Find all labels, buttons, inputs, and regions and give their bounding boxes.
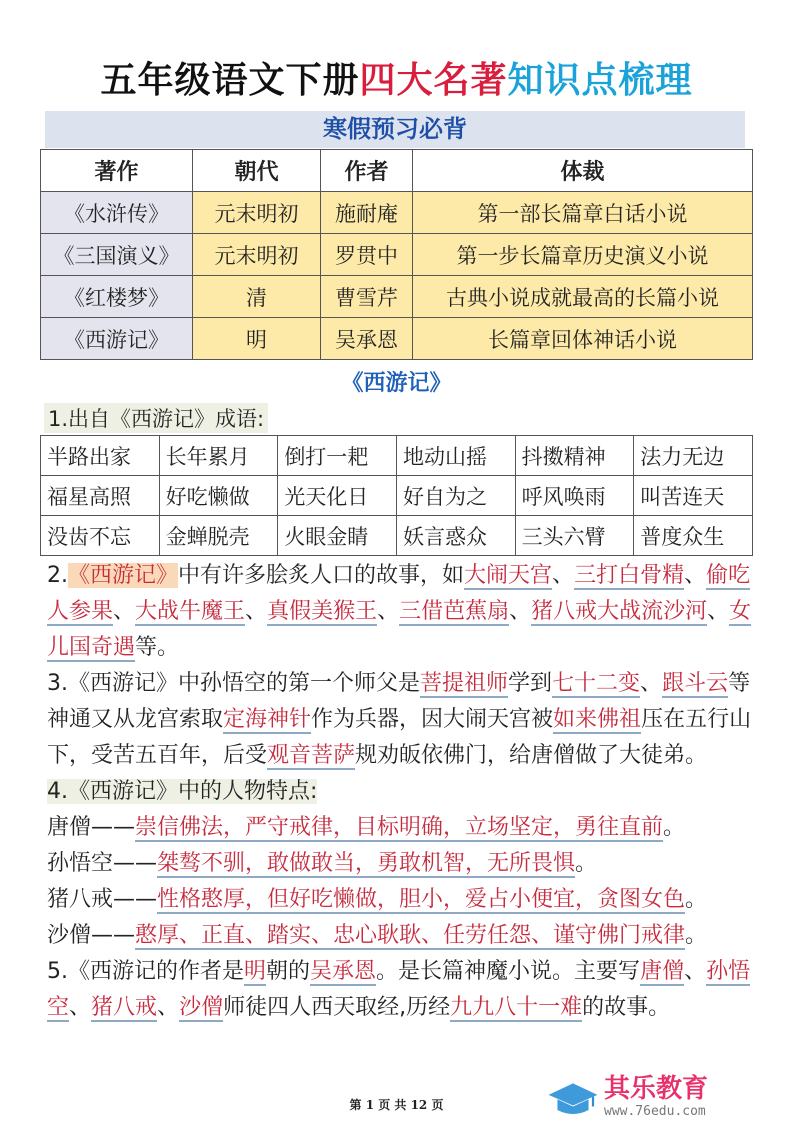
text-segment: 等神通又从龙宫索取 — [47, 671, 751, 732]
idiom-table — [40, 435, 753, 556]
author-cell: 施耐庵 — [321, 192, 413, 234]
watermark-url: www.76edu.com — [604, 1104, 706, 1119]
text-segment: 、 — [69, 995, 92, 1020]
text-segment: 中有许多脍炙人口的故事，如 — [178, 563, 465, 588]
text-segment: 压在五行山下，受苦五百年，后受 — [47, 707, 752, 768]
table-row — [41, 318, 753, 360]
highlighted-keyword: 沙僧 — [179, 995, 224, 1020]
text-segment: 。 — [685, 923, 708, 948]
text-segment: 5.《西游记的作者是 — [47, 959, 244, 984]
text-segment: 。 — [575, 851, 598, 876]
header-cell: 作者 — [321, 150, 413, 192]
title-part-3: 知识点梳理 — [507, 60, 693, 101]
idiom-cell: 地动山摇 — [396, 436, 515, 476]
highlighted-keyword: 七十二变 — [552, 671, 641, 696]
graduation-cap-icon — [548, 1078, 598, 1118]
text-segment: 、 — [113, 599, 136, 624]
title-part-2: 四大名著 — [359, 60, 508, 101]
genre-cell: 第一部长篇章白话小说 — [413, 192, 753, 234]
idiom-cell: 光天化日 — [278, 476, 397, 516]
watermark-logo-text: 其乐教育 — [604, 1074, 709, 1104]
text-segment: 、 — [377, 599, 400, 624]
highlighted-keyword: 三打白骨精 — [574, 563, 685, 588]
text-segment: 、 — [707, 599, 730, 624]
text-segment: 。是长篇神魔小说。主要写 — [376, 959, 641, 984]
paragraph — [47, 666, 757, 774]
book-title-cell: 《西游记》 — [41, 318, 193, 360]
text-segment: 朝的 — [266, 959, 311, 984]
text-segment: 沙僧—— — [47, 923, 136, 948]
idiom-cell: 法力无边 — [634, 436, 753, 476]
text-segment: 规劝皈依佛门，给唐僧做了大徒弟。 — [355, 743, 708, 768]
highlighted-keyword: 女儿国奇遇 — [47, 599, 752, 660]
text-segment: 孙悟空—— — [47, 851, 158, 876]
highlighted-keyword: 猪八戒大战流沙河 — [531, 599, 708, 624]
table-header-row — [41, 150, 753, 192]
text-segment: 作为兵器，因大闹天宫被 — [311, 707, 554, 732]
idiom-cell: 妖言惑众 — [396, 516, 515, 556]
text-segment: 3.《西游记》中孙悟空的第一个师父是 — [47, 671, 420, 696]
paragraph — [47, 774, 757, 810]
text-segment: 、 — [684, 959, 707, 984]
idiom-cell: 半路出家 — [41, 436, 160, 476]
idiom-cell: 普度众生 — [634, 516, 753, 556]
highlighted-keyword: 崇信佛法，严守戒律，目标明确，立场坚定，勇往直前 — [135, 815, 664, 840]
text-segment: 2. — [47, 563, 68, 588]
idiom-cell: 火眼金睛 — [278, 516, 397, 556]
author-cell: 罗贯中 — [321, 234, 413, 276]
header-cell: 体裁 — [413, 150, 753, 192]
book-title-cell: 《红楼梦》 — [41, 276, 193, 318]
dynasty-cell: 明 — [193, 318, 321, 360]
table-row — [41, 234, 753, 276]
highlighted-keyword: 性格憨厚，但好吃懒做，胆小，爱占小便宜，贪图女色 — [157, 887, 686, 912]
author-cell: 吴承恩 — [321, 318, 413, 360]
highlighted-keyword: 真假美猴王 — [267, 599, 378, 624]
highlighted-keyword: 憨厚、正直、踏实、忠心耿耿、任劳任怨、谨守佛门戒律 — [135, 923, 686, 948]
header-cell: 著作 — [41, 150, 193, 192]
genre-cell: 长篇章回体神话小说 — [413, 318, 753, 360]
text-segment: 学到 — [508, 671, 553, 696]
subtitle-banner: 寒假预习必背 — [45, 111, 745, 148]
idiom-cell: 没齿不忘 — [41, 516, 160, 556]
notes-paragraphs — [47, 558, 757, 1026]
text-segment: 。 — [663, 815, 686, 840]
table-row — [41, 192, 753, 234]
text-segment: 、 — [552, 563, 575, 588]
idiom-row — [41, 516, 753, 556]
title-part-1: 五年级语文下册 — [100, 60, 360, 101]
section-title: 《西游记》 — [341, 371, 452, 396]
highlighted-keyword: 明 — [244, 959, 267, 984]
page-title — [0, 52, 793, 103]
idiom-cell: 好吃懒做 — [159, 476, 278, 516]
text-segment: 。 — [685, 887, 708, 912]
text-segment: 、 — [157, 995, 180, 1020]
dynasty-cell: 元末明初 — [193, 192, 321, 234]
genre-cell: 古典小说成就最高的长篇小说 — [413, 276, 753, 318]
highlighted-keyword: 猪八戒 — [91, 995, 158, 1020]
text-segment: 、 — [684, 563, 707, 588]
paragraph — [47, 882, 757, 918]
paragraph — [47, 810, 757, 846]
highlighted-keyword: 大闹天宫 — [464, 563, 553, 588]
highlighted-keyword: 如来佛祖 — [553, 707, 642, 732]
text-segment: 唐僧—— — [47, 815, 136, 840]
highlighted-keyword: 九九八十一难 — [450, 995, 583, 1020]
text-segment: 、 — [245, 599, 268, 624]
highlighted-keyword: 桀骜不驯，敢做敢当，勇敢机智，无所畏惧 — [157, 851, 576, 876]
idiom-cell: 福星高照 — [41, 476, 160, 516]
highlighted-keyword: 观音菩萨 — [267, 743, 356, 768]
paragraph — [47, 558, 757, 666]
idiom-cell: 三头六臂 — [515, 516, 634, 556]
idiom-cell: 长年累月 — [159, 436, 278, 476]
classics-table — [40, 149, 753, 360]
page-footer: 第 1 页 共 12 页 — [349, 1098, 444, 1112]
idiom-cell: 好自为之 — [396, 476, 515, 516]
text-segment: 的故事。 — [582, 995, 671, 1020]
highlighted-keyword: 吴承恩 — [310, 959, 377, 984]
book-title-cell: 《水浒传》 — [41, 192, 193, 234]
idiom-cell: 叫苦连天 — [634, 476, 753, 516]
highlighted-keyword: 三借芭蕉扇 — [399, 599, 510, 624]
dynasty-cell: 清 — [193, 276, 321, 318]
question-heading: 4.《西游记》中的人物特点: — [47, 779, 318, 804]
dynasty-cell: 元末明初 — [193, 234, 321, 276]
text-segment: 师徒四人西天取经,历经 — [223, 995, 451, 1020]
table-row — [41, 276, 753, 318]
paragraph — [47, 846, 757, 882]
header-cell: 朝代 — [193, 150, 321, 192]
text-segment: 等。 — [135, 635, 180, 660]
highlighted-keyword: 大战牛魔王 — [135, 599, 246, 624]
highlighted-keyword: 偷吃人参果 — [47, 563, 751, 624]
highlighted-keyword: 菩提祖师 — [420, 671, 509, 696]
book-title-cell: 《三国演义》 — [41, 234, 193, 276]
text-segment: 、 — [640, 671, 663, 696]
idiom-cell: 金蝉脱壳 — [159, 516, 278, 556]
idiom-row — [41, 436, 753, 476]
idiom-cell: 呼风唤雨 — [515, 476, 634, 516]
text-segment: 、 — [509, 599, 532, 624]
text-segment: 猪八戒—— — [47, 887, 158, 912]
highlighted-keyword: 跟斗云 — [662, 671, 729, 696]
paragraph — [47, 954, 757, 1026]
highlighted-keyword: 唐僧 — [640, 959, 685, 984]
question-1-heading: 1.出自《西游记》成语: — [44, 403, 268, 433]
genre-cell: 第一步长篇章历史演义小说 — [413, 234, 753, 276]
highlighted-keyword: 定海神针 — [223, 707, 312, 732]
highlighted-keyword: 孙悟空 — [47, 959, 751, 1020]
author-cell: 曹雪芹 — [321, 276, 413, 318]
paragraph — [47, 918, 757, 954]
idiom-cell: 倒打一耙 — [278, 436, 397, 476]
idiom-cell: 抖擞精神 — [515, 436, 634, 476]
book-tag: 《西游记》 — [68, 563, 179, 588]
idiom-row — [41, 476, 753, 516]
